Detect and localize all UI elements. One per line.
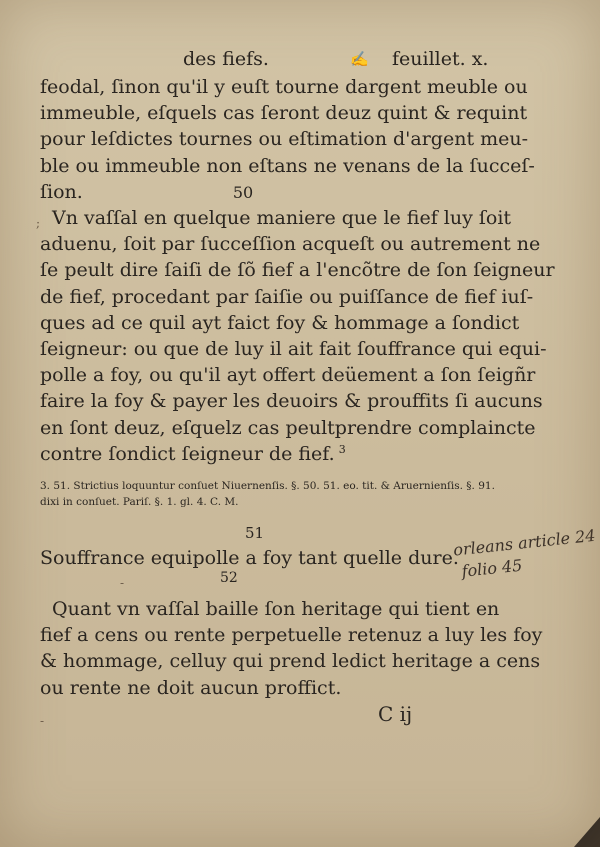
annotation-line: orleans article 24	[452, 525, 597, 560]
text-line: ſe peult dire ſaiſi de ſõ fief a l'encõtre de ſon ſeigneur	[40, 259, 555, 282]
margin-tick: ;	[36, 216, 41, 230]
text-line: aduenu, ſoit par ſucceſſion acqueſt ou autrement ne	[40, 233, 541, 256]
paragraph-2	[40, 205, 555, 467]
text-line: ques ad ce quil ayt faict foy & hommage a ſondict	[40, 311, 520, 334]
article-51	[40, 545, 480, 571]
article-number-50: 50	[232, 182, 254, 202]
article-52	[40, 596, 543, 701]
text-line: fief a cens ou rente perpetuelle retenuz a luy les foy	[40, 624, 543, 647]
article-number-51: 51	[245, 524, 265, 542]
text-line: ſeigneur: ou que de luy il ait fait ſouffrance qui equi-	[40, 338, 547, 361]
text-line: pour leſdictes tournes ou eſtimation d'argent meu-	[40, 128, 529, 151]
paragraph-1	[40, 74, 535, 206]
running-title: des fiefs.	[183, 48, 269, 70]
text-line: feodal, ſinon qu'il y euſt tourne dargent meuble ou	[40, 76, 528, 98]
manicule-icon: ✍	[350, 50, 369, 68]
text-line: Souffrance equipolle a foy tant quelle dure.	[40, 547, 459, 569]
handwritten-annotation	[452, 525, 600, 600]
text-line: polle a foy, ou qu'il ayt offert deüement a ſon ſeigñr	[40, 364, 536, 387]
text-line: Vn vaſſal en quelque maniere que le fief luy ſoit	[52, 207, 512, 229]
text-line: ou rente ne doit aucun proffict.	[40, 676, 342, 699]
folio-number: feuillet. x.	[392, 48, 489, 70]
signature-mark: C ij	[378, 702, 413, 726]
text-line: immeuble, eſquels cas ſeront deuz quint & requint	[40, 102, 528, 125]
text-line: de fief, procedant par ſaiſie ou puiſſance de fief iuſ-	[40, 285, 534, 308]
page-header	[0, 48, 600, 74]
text-line-end: ſion.	[40, 180, 83, 203]
text-line: & hommage, celluy qui prend ledict heritage a cens	[40, 650, 541, 673]
text-line	[40, 441, 480, 467]
page-corner	[574, 817, 600, 847]
text-line: ble ou immeuble non eſtans ne venans de la ſucceſ-	[40, 154, 535, 177]
marginal-footnote: 3. 51. Strictius loquuntur conſuet Niuernenſis. §. 50. 51. eo. tit. & Aruernienſis. §. 91. dixi in conſuet. Pariſ. §. 1. gl. 4. C. M.	[40, 480, 495, 508]
margin-tick: -	[40, 714, 45, 728]
text-line: en ſont deuz, eſquelz cas peultprendre complaincte	[40, 416, 536, 439]
article-number-52: 52	[220, 570, 238, 586]
text-line-end: contre ſondict ſeigneur de fief.	[40, 442, 335, 465]
text-line: faire la foy & payer les deuoirs & prouffits ſi aucuns	[40, 390, 543, 413]
margin-tick: -	[120, 576, 125, 590]
footnote-marker: 3	[338, 442, 346, 456]
text-line: Quant vn vaſſal baille ſon heritage qui tient en	[52, 598, 500, 620]
text-line	[40, 179, 480, 206]
annotation-line: folio 45	[460, 555, 524, 581]
